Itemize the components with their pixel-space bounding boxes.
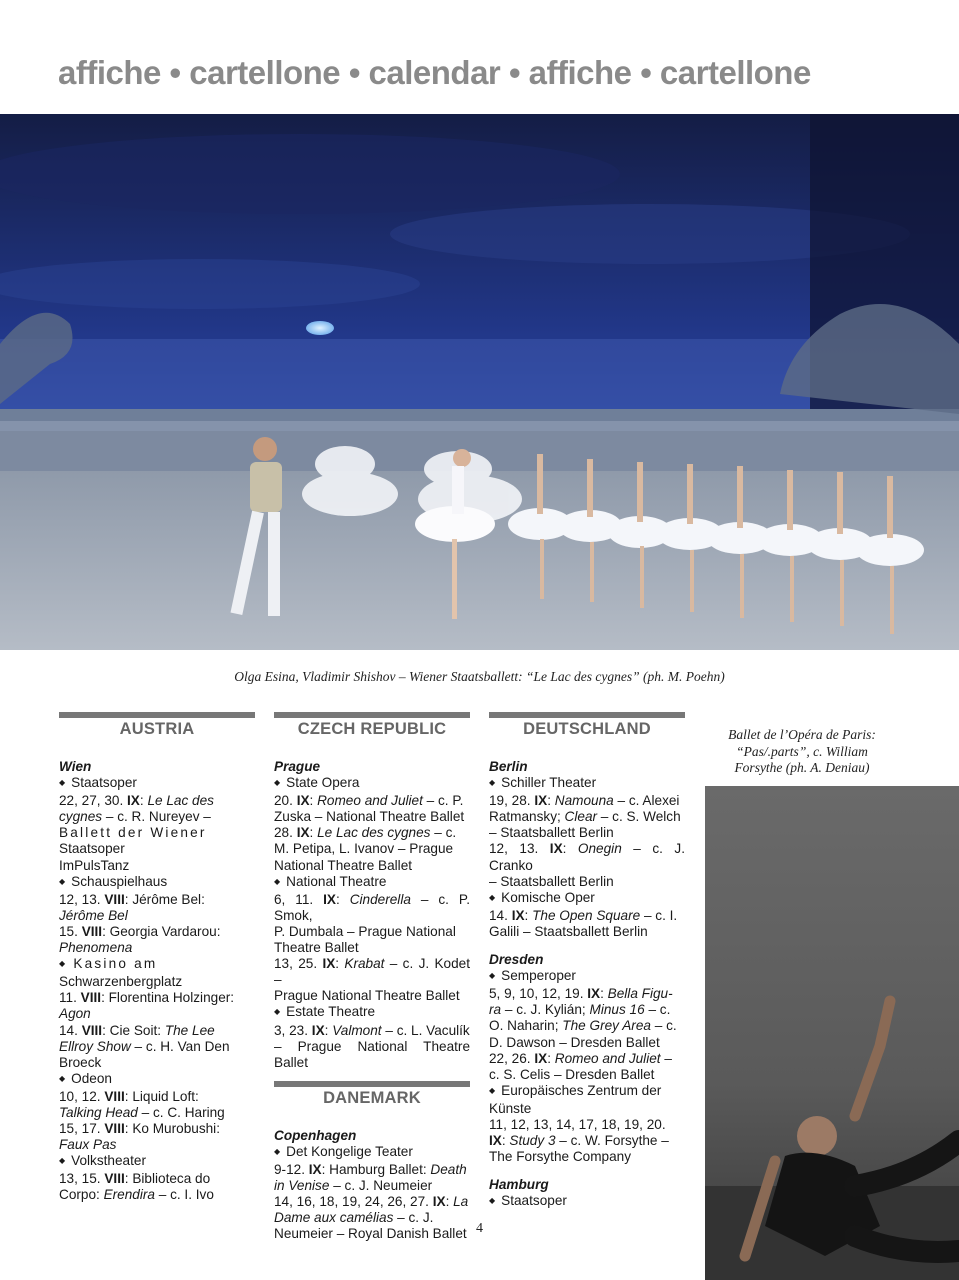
listing-line: 15. VIII: Georgia Vardarou: [59,923,221,939]
listing-line: D. Dawson – Dresden Ballet [489,1034,660,1050]
deutschland-column [489,712,685,1211]
listing-line: 14. VIII: Cie Soit: The Lee [59,1022,215,1038]
venue: ◆ Odeon [59,1071,255,1089]
city-berlin: Berlin [489,759,528,774]
listing-line: National Theatre Ballet [274,857,413,873]
listing-line: Broeck [59,1054,102,1070]
listing-line: Ballett der Wiener [59,825,207,841]
listing-line: Neumeier – Royal Danish Ballet [274,1226,467,1242]
listing-line: Prague National Theatre Ballet [274,988,460,1004]
listing-line: 14, 16, 18, 19, 24, 26, 27. IX: La [274,1194,469,1210]
listing-line: 6, 11. IX: Cinderella – c. P. Smok, [274,891,470,923]
venue: ◆ Komische Oper [489,890,685,908]
listing-line: 13, 15. VIII: Biblioteca do [59,1171,211,1187]
city-wien: Wien [59,759,92,774]
listing-line: Agon [59,1006,91,1022]
page-number: 4 [476,1221,483,1236]
czech-heading: CZECH REPUBLIC [297,720,447,738]
listing-line: P. Dumbala – Prague National [274,923,456,939]
danemark-section [274,1081,470,1243]
listing-line: c. S. Celis – Dresden Ballet [489,1066,655,1082]
venue: ◆ Schauspielhaus [59,874,255,892]
listing-line: – Staatsballett Berlin [489,873,614,889]
venue: ◆ Schiller Theater [489,775,685,793]
danemark-heading: DANEMARK [323,1088,421,1107]
main-photo [0,114,959,650]
venue: ◆ State Opera [274,775,470,793]
city-hamburg: Hamburg [489,1177,549,1193]
listing-line: IX: Study 3 – c. W. Forsythe – [489,1133,669,1149]
city-dresden: Dresden [489,952,544,968]
side-photo-caption [712,727,892,777]
listing-line: Phenomena [59,940,133,956]
listing-line: Dame aux camélias – c. J. [274,1210,434,1226]
listing-line: O. Naharin; The Grey Area – c. [489,1018,677,1034]
listing-line: – Prague National Theatre Ballet [274,1038,470,1070]
listing-line: 15, 17. VIII: Ko Murobushi: [59,1121,220,1137]
side-caption-line: Forsythe (ph. A. Deniau) [734,760,870,775]
listing-line: Ellroy Show – c. H. Van Den [59,1038,230,1054]
listing-line: Corpo: Erendira – c. I. Ivo [59,1187,214,1203]
listing-line: Talking Head – c. C. Haring [59,1104,225,1120]
venue: ◆ Kasino am [59,956,255,974]
listing-line: 5, 9, 10, 12, 19. IX: Bella Figu- [489,986,673,1002]
section-rule [274,712,470,718]
listing-line: 28. IX: Le Lac des cygnes – c. [274,825,457,841]
city-prague: Prague [274,759,321,774]
listing-line: Faux Pas [59,1137,117,1153]
listing-line: 20. IX: Romeo and Juliet – c. P. [274,793,464,809]
listing-line: 9-12. IX: Hamburg Ballet: Death [274,1161,467,1177]
austria-column [59,712,255,1204]
listing-line: 12, 13. IX: Onegin – c. J. Cranko [489,841,685,873]
listing-line: Galili – Staatsballett Berlin [489,923,648,939]
listing-line: Schwarzenbergplatz [59,974,183,990]
listing-line: 13, 25. IX: Krabat – c. J. Kodet – [274,956,470,988]
listing-line: 11, 12, 13, 14, 17, 18, 19, 20. [489,1116,666,1132]
section-rule [274,1081,470,1087]
listing-line: 14. IX: The Open Square – c. I. [489,907,678,923]
venue: ◆ Estate Theatre [274,1004,470,1022]
listing-line: 22, 27, 30. IX: Le Lac des [59,793,214,809]
listing-line: Staatsoper [59,841,125,857]
listing-line: Künste [489,1100,532,1116]
venue: ◆ Semperoper [489,968,685,986]
czech-column [274,712,470,1242]
listing-line: Theatre Ballet [274,940,359,956]
listing-line: ImPulsTanz [59,857,130,873]
listing-line: 22, 26. IX: Romeo and Juliet – [489,1050,672,1066]
main-photo-caption: Olga Esina, Vladimir Shishov – Wiener Staatsballett: “Le Lac des cygnes” (ph. M. Poehn) [234,669,725,684]
venue: ◆ Europäisches Zentrum der [489,1083,685,1101]
listing-line: Ratmansky; Clear – c. S. Welch [489,809,681,825]
section-rule [59,712,255,718]
listing-line: Zuska – National Theatre Ballet [274,809,465,825]
listing-line: The Forsythe Company [489,1149,632,1165]
listing-line: 19, 28. IX: Namouna – c. Alexei [489,793,680,809]
venue: ◆ Staatsoper [59,775,255,793]
venue: ◆ Det Kongelige Teater [274,1144,470,1162]
venue: ◆ Volkstheater [59,1153,255,1171]
austria-heading: AUSTRIA [119,720,195,738]
section-rule [489,712,685,718]
side-photo [705,786,959,1280]
listing-line: in Venise – c. J. Neumeier [274,1178,433,1194]
listing-line: 3, 23. IX: Valmont – c. L. Vaculík [274,1022,470,1038]
listing-line: Jérôme Bel [59,907,128,923]
listing-line: 11. VIII: Florentina Holzinger: [59,990,235,1006]
listing-line: – Staatsballett Berlin [489,825,614,841]
listing-line: cygnes – c. R. Nureyev – [59,809,211,825]
deutschland-heading: DEUTSCHLAND [523,720,651,738]
city-copenhagen: Copenhagen [274,1127,357,1143]
side-caption-line: “Pas/.parts”, c. William [736,743,868,759]
venue: ◆ Staatsoper [489,1193,685,1211]
side-caption-line: Ballet de l’Opéra de Paris: [728,727,876,742]
listing-line: 10, 12. VIII: Liquid Loft: [59,1088,199,1104]
masthead-title: affiche • cartellone • calendar • affiche • cartellone [58,54,811,91]
venue: ◆ National Theatre [274,874,470,892]
listing-line: M. Petipa, L. Ivanov – Prague [274,841,454,857]
listing-line: ra – c. J. Kylián; Minus 16 – c. [489,1002,671,1018]
listing-line: 12, 13. VIII: Jérôme Bel: [59,891,205,907]
